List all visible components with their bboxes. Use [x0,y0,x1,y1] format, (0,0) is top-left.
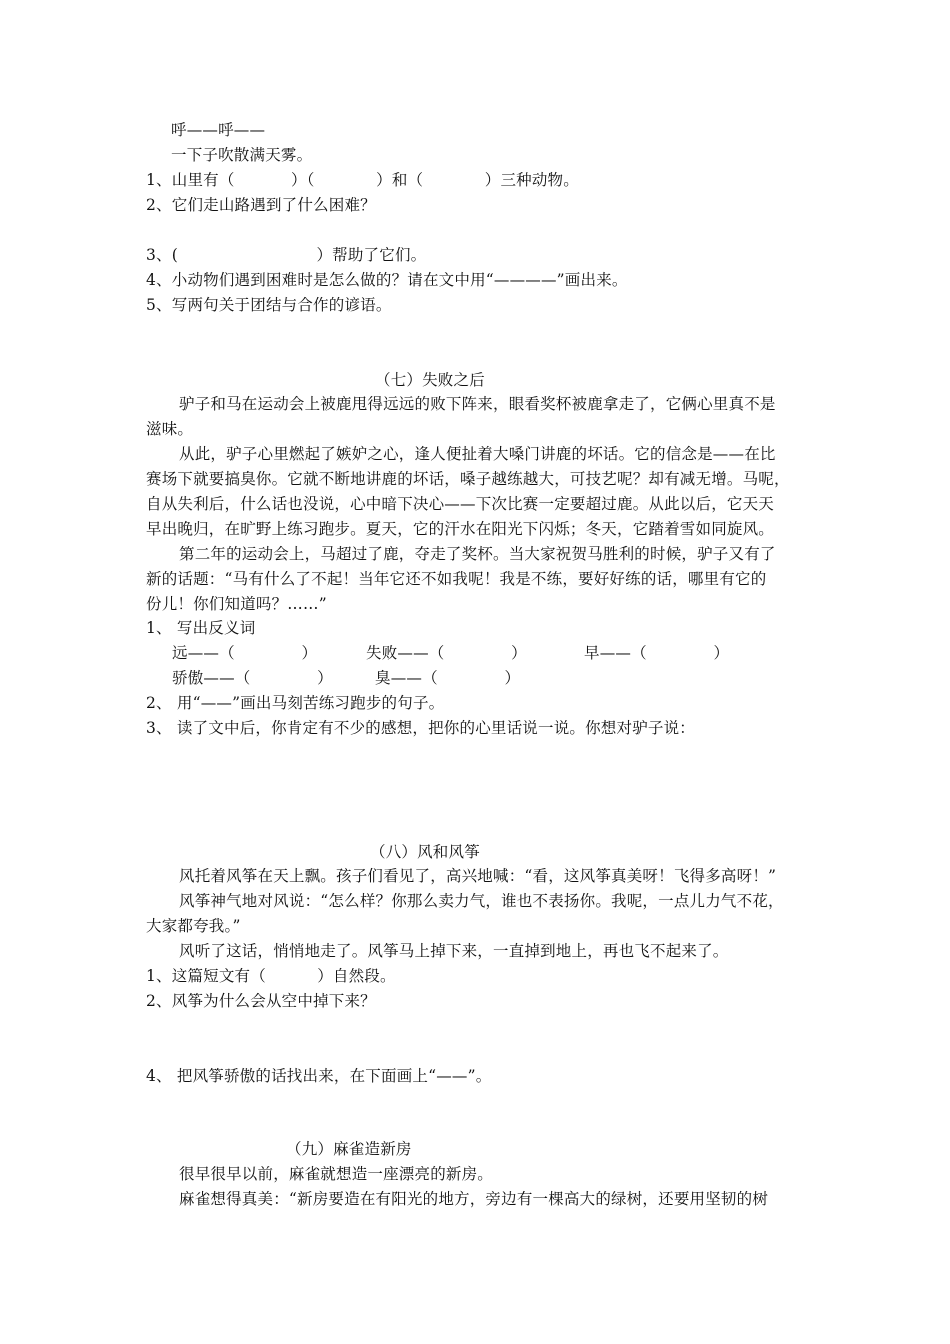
antonym-item: 远——（ ） [172,644,318,662]
paragraph-line: 从此，驴子心里燃起了嫉妒之心，逢人便扯着大嗓门讲鹿的坏话。它的信念是——在比 [179,445,776,463]
paragraph-line: 赛场下就要搞臭你。它就不断地讲鹿的坏话，嗓子越练越大，可技艺呢？却有减无增。马呢， [146,470,790,488]
question-2: 2、风筝为什么会从空中掉下来？ [146,992,376,1010]
paragraph-line: 份儿！你们知道吗？……” [146,595,327,613]
question-2: 2、 用“——”画出马刻苦练习跑步的句子。 [146,694,445,712]
question-1: 1、这篇短文有（ ）自然段。 [146,967,396,985]
paragraph-line: 第二年的运动会上，马超过了鹿，夺走了奖杯。当大家祝贺马胜利的时候，驴子又有了 [179,545,776,563]
paragraph-line: 很早很早以前，麻雀就想造一座漂亮的新房。 [179,1165,494,1183]
poem-line-2: 一下子吹散满天雾。 [171,146,313,164]
antonym-item: 失败——（ ） [366,644,527,662]
paragraph-line: 自从失利后，什么话也没说，心中暗下决心——下次比赛一定要超过鹿。从此以后，它天天 [146,495,775,513]
question-3: 3、( ）帮助了它们。 [146,246,427,264]
paragraph-line: 早出晚归，在旷野上练习跑步。夏天，它的汗水在阳光下闪烁；冬天，它踏着雪如同旋风。 [146,520,775,538]
paragraph-line: 驴子和马在运动会上被鹿甩得远远的败下阵来，眼看奖杯被鹿拿走了，它俩心里真不是 [179,395,776,413]
antonym-item: 臭——（ ） [375,669,521,687]
antonym-item: 骄傲——（ ） [172,669,333,687]
section-title-7: （七）失败之后 [375,371,485,389]
question-2: 2、它们走山路遇到了什么困难？ [146,196,376,214]
question-3: 3、 读了文中后，你肯定有不少的感想，把你的心里话说一说。你想对驴子说： [146,719,695,737]
paragraph-line: 风托着风筝在天上飘。孩子们看见了，高兴地喊：“看，这风筝真美呀！飞得多高呀！” [179,867,777,885]
question-1: 1、 写出反义词 [146,619,256,637]
paragraph-line: 大家都夸我。” [146,917,241,935]
paragraph-line: 麻雀想得真美：“新房要造在有阳光的地方，旁边有一棵高大的绿树，还要用坚韧的树 [179,1190,769,1208]
poem-line-1: 呼——呼—— [171,121,266,139]
question-4: 4、 把风筝骄傲的话找出来，在下面画上“——”。 [146,1067,492,1085]
section-title-8: （八）风和风筝 [370,843,480,861]
antonym-item: 早——（ ） [584,644,730,662]
paragraph-line: 风听了这话，悄悄地走了。风筝马上掉下来，一直掉到地上，再也飞不起来了。 [179,942,729,960]
question-5: 5、写两句关于团结与合作的谚语。 [146,296,392,314]
question-4: 4、小动物们遇到困难时是怎么做的？请在文中用“————”画出来。 [146,271,628,289]
paragraph-line: 风筝神气地对风说：“怎么样？你那么卖力气，谁也不表扬你。我呢，一点儿力气不花， [179,892,784,910]
section-title-9: （九）麻雀造新房 [286,1140,412,1158]
question-1: 1、山里有（ ）（ ）和（ ）三种动物。 [146,171,579,189]
paragraph-line: 滋味。 [146,420,194,438]
paragraph-line: 新的话题：“马有什么了不起！当年它还不如我呢！我是不练，要好好练的话，哪里有它的 [146,570,767,588]
